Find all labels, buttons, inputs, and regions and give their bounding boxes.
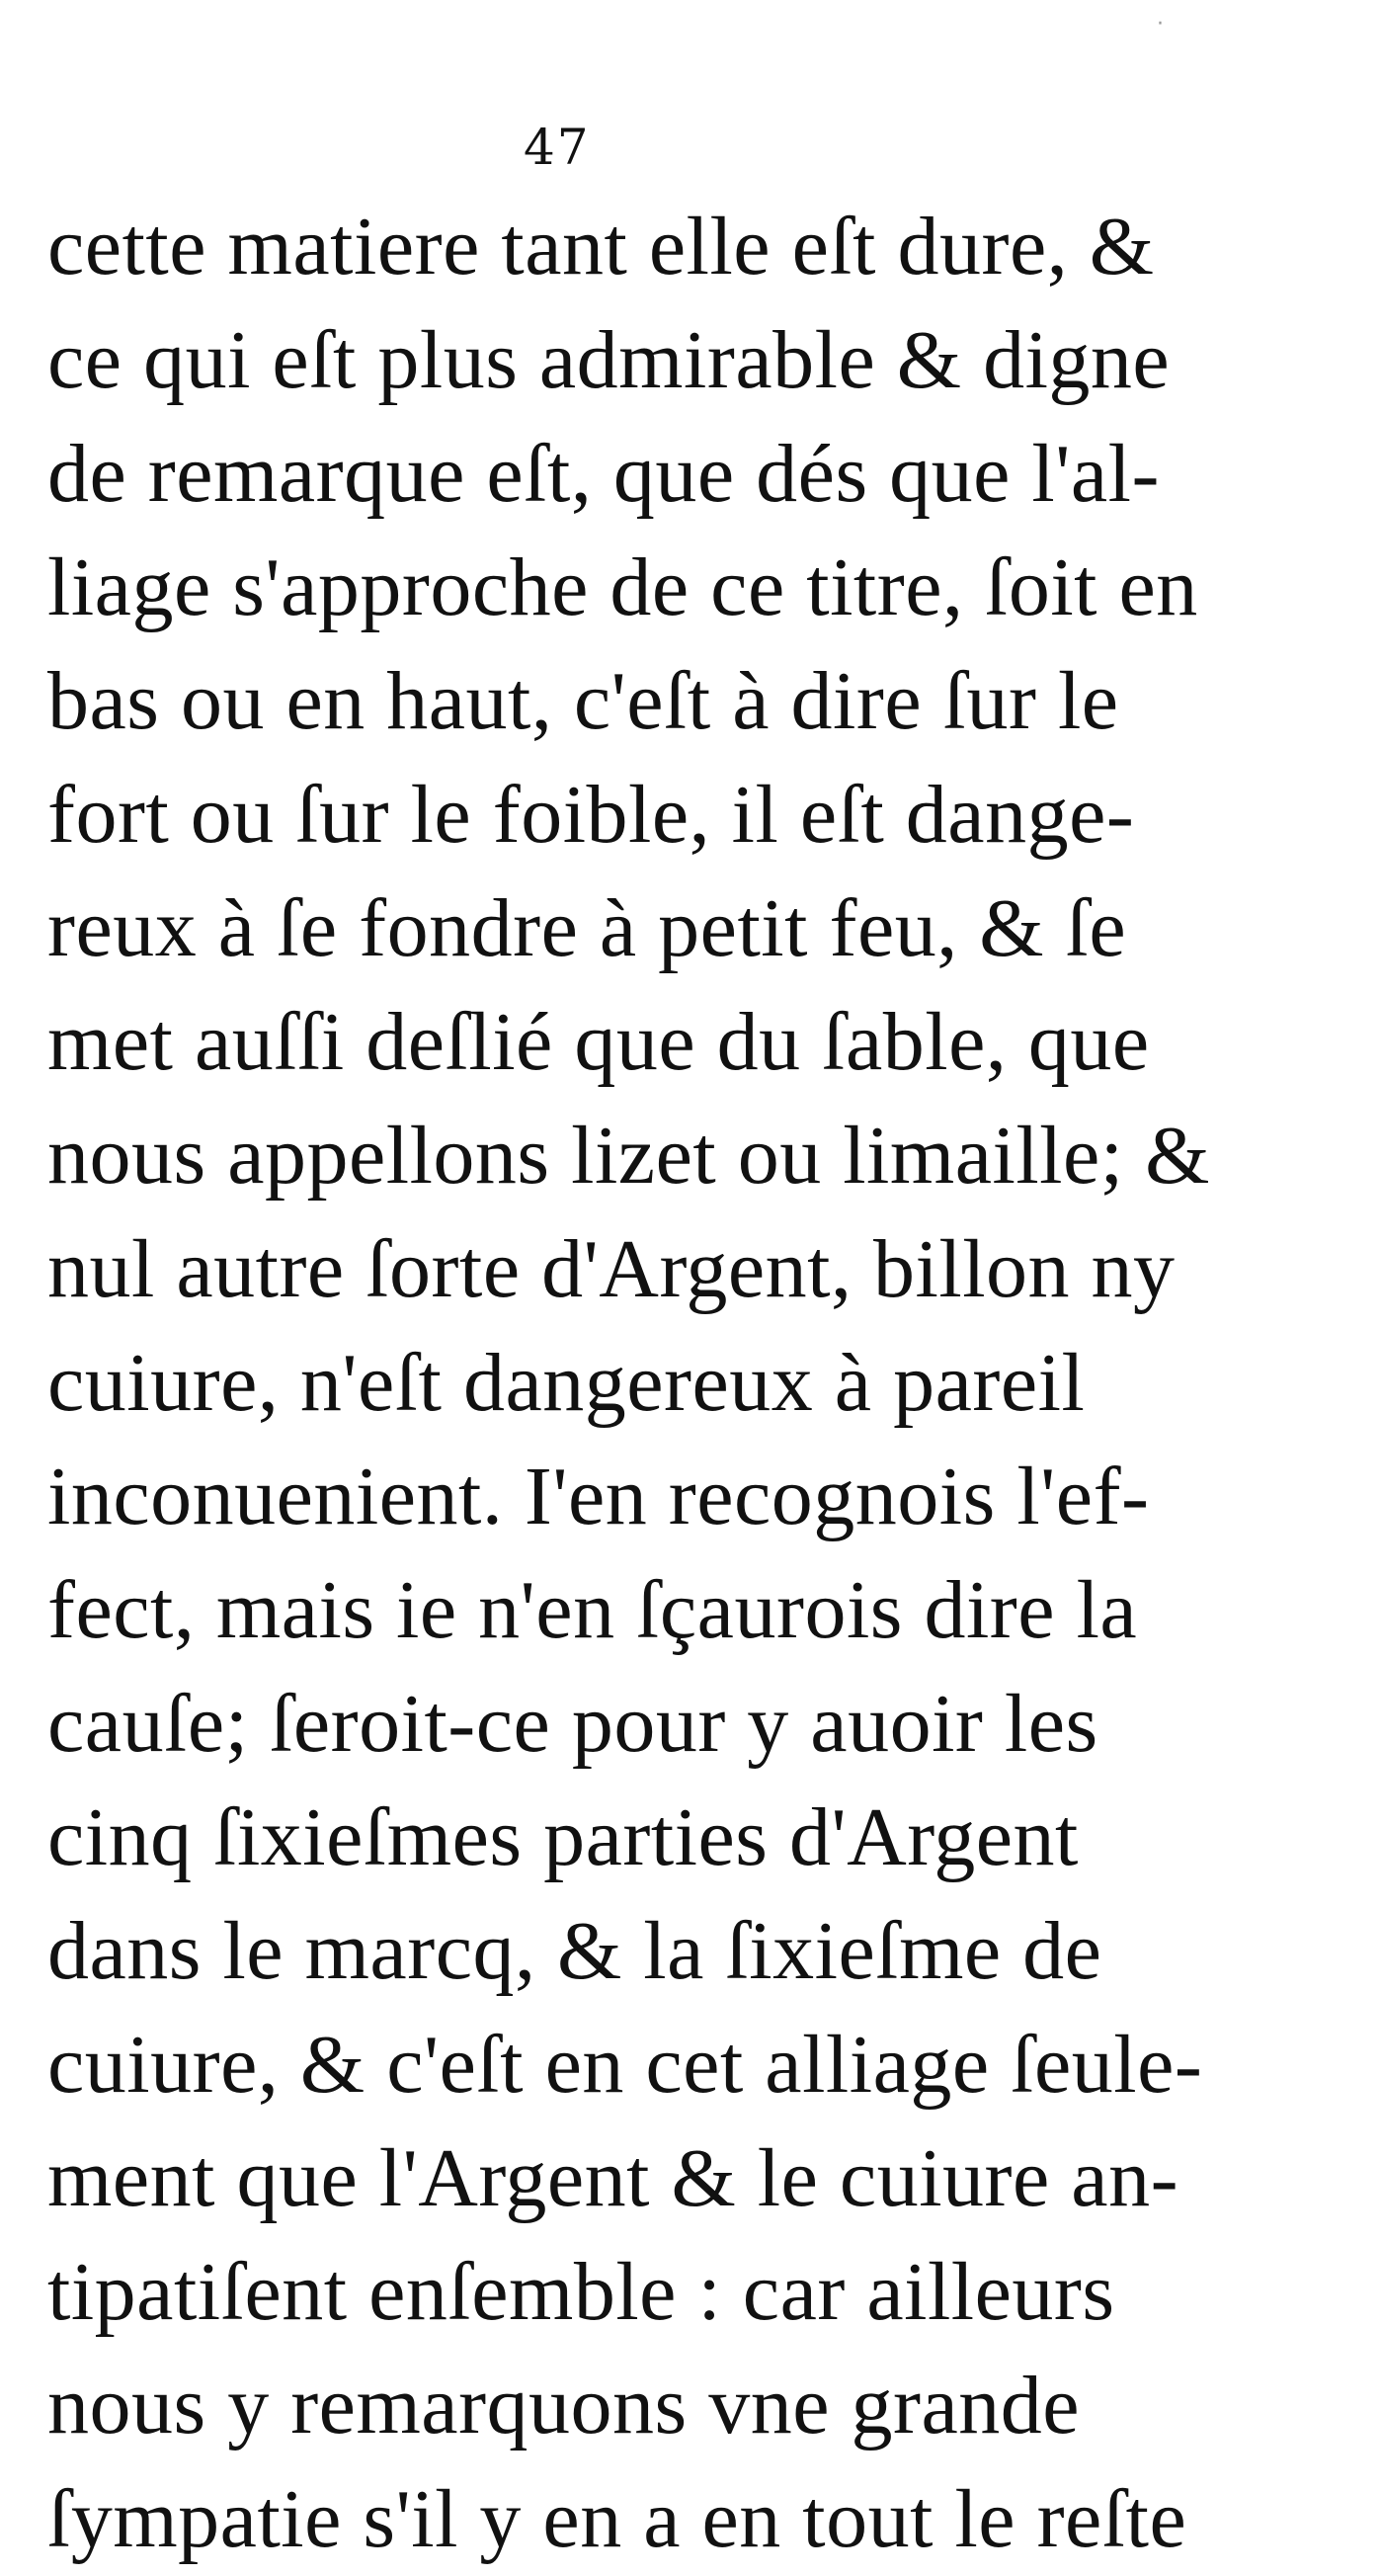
text-line-9: nous appellons lizet ou limaille; & xyxy=(47,1110,1210,1202)
text-line-2: ce qui eſt plus admirable & digne xyxy=(47,314,1171,406)
text-line-3: de remarque eſt, que dés que l'al- xyxy=(47,428,1160,520)
text-line-14: cauſe; ſeroit-ce pour y auoir les xyxy=(47,1678,1098,1770)
text-line-11: cuiure, n'eſt dangereux à pareil xyxy=(47,1337,1086,1429)
text-line-8: met auſſi deſlié que du ſable, que xyxy=(47,996,1150,1088)
text-line-5: bas ou en haut, c'eſt à dire ſur le xyxy=(47,655,1119,747)
text-line-15: cinq ſixieſmes parties d'Argent xyxy=(47,1791,1079,1883)
text-line-19: tipatiſent enſemble : car ailleurs xyxy=(47,2246,1115,2338)
text-line-20: nous y remarquons vne grande xyxy=(47,2360,1081,2451)
text-line-10: nul autre ſorte d'Argent, billon ny xyxy=(47,1223,1176,1315)
text-line-1: cette matiere tant elle eſt dure, & xyxy=(47,201,1155,292)
text-line-13: fect, mais ie n'en ſçaurois dire la xyxy=(47,1564,1138,1656)
text-line-16: dans le marcq, & la ſixieſme de xyxy=(47,1905,1102,1997)
text-line-18: ment que l'Argent & le cuiure an- xyxy=(47,2132,1179,2224)
text-line-21: ſympatie s'il y en a en tout le reſte xyxy=(47,2473,1187,2565)
text-line-7: reux à ſe fondre à petit feu, & ſe xyxy=(47,882,1127,974)
text-line-12: inconuenient. I'en recognois l'ef- xyxy=(47,1451,1150,1542)
text-line-17: cuiure, & c'eſt en cet alliage ſeule- xyxy=(47,2019,1203,2111)
text-line-6: fort ou ſur le foible, il eſt dange- xyxy=(47,769,1135,861)
page-number: 47 xyxy=(524,119,591,176)
scan-speck-mark: · xyxy=(1157,12,1164,37)
body-text xyxy=(47,190,1210,2576)
text-line-4: liage s'approche de ce titre, ſoit en xyxy=(47,541,1198,633)
